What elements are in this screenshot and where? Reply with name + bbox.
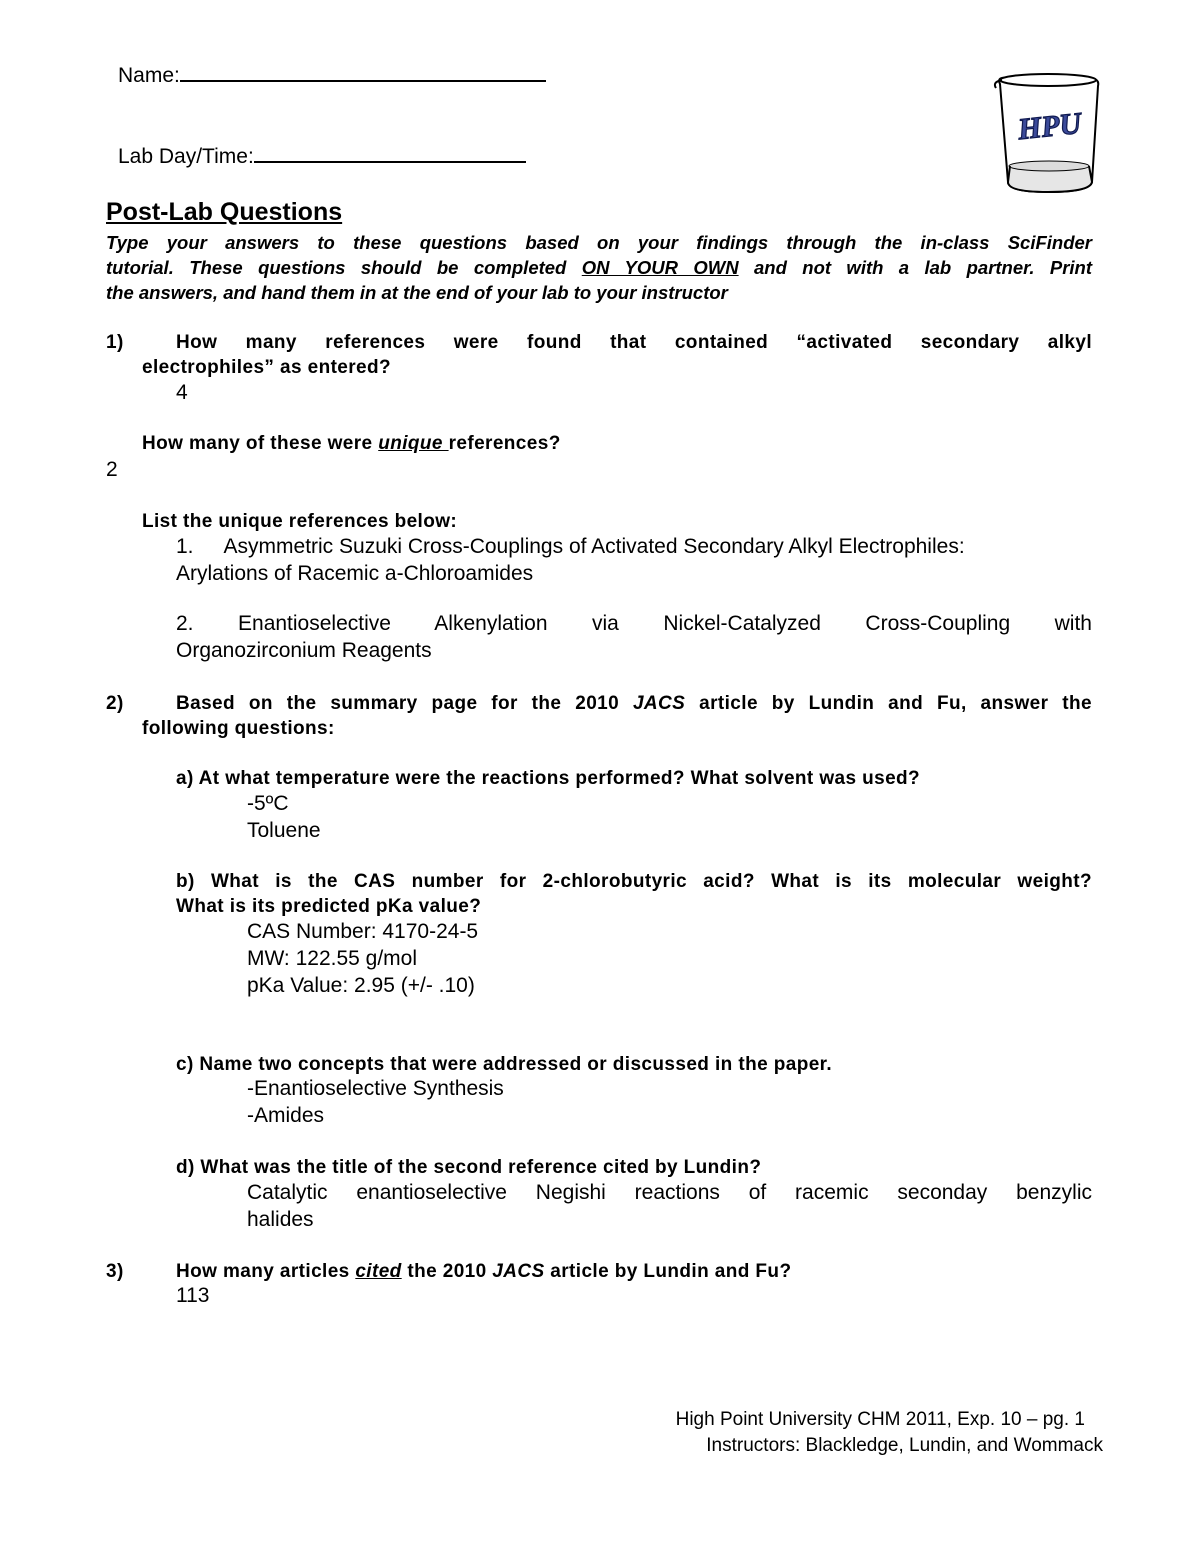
q3-number: 3) (106, 1261, 124, 1282)
q2d-answer-line2: halides (247, 1208, 314, 1231)
reference-2-line1: 2. Enantioselective Alkenylation via Nickel-Catalyzed Cross-Coupling with (176, 612, 1092, 635)
q2b-question-line1: b) What is the CAS number for 2-chlorobutyric acid? What is its molecular weight? (176, 871, 1092, 892)
q2b-answer (247, 918, 478, 999)
reference-2-line2: Organozirconium Reagents (176, 639, 432, 662)
q1-text-line1: How many references were found that contained “activated secondary alkyl (176, 332, 1092, 353)
q2b-answer-cas: CAS Number: 4170-24-5 (247, 920, 479, 943)
reference-1-line2: Arylations of Racemic a-Chloroamides (176, 562, 534, 585)
footer-instructors-line: Instructors: Blackledge, Lundin, and Wommack (706, 1435, 1103, 1456)
q2b-answer-mw: MW: 122.55 g/mol (247, 947, 418, 970)
labday-label: Lab Day/Time: (118, 145, 254, 168)
q2-text-line1: Based on the summary page for the 2010 JACS article by Lundin and Fu, answer the (176, 693, 1093, 714)
name-field (118, 64, 546, 88)
page-title: Post-Lab Questions (106, 198, 343, 226)
name-label: Name: (118, 64, 180, 87)
reference-2 (176, 610, 1092, 664)
name-blank (180, 78, 546, 82)
emphasis-cited: cited (355, 1261, 402, 1282)
q1-list-label: List the unique references below: (142, 511, 458, 532)
q2a-answer (247, 790, 321, 844)
q1-answer: 4 (176, 381, 188, 404)
q2a-answer-solvent: Toluene (247, 819, 321, 842)
q2c-answer-1: -Enantioselective Synthesis (247, 1077, 504, 1100)
instructions-line1: Type your answers to these questions based on your findings through the in-class SciFinder (106, 232, 1092, 253)
reference-1 (176, 533, 1092, 587)
q1-text-line2: electrophiles” as entered? (142, 357, 392, 378)
q3-question: How many articles cited the 2010 JACS article by Lundin and Fu? (176, 1261, 792, 1282)
labday-field (118, 145, 526, 169)
instructions (106, 230, 1092, 305)
q2b-answer-pka: pKa Value: 2.95 (+/- .10) (247, 974, 475, 997)
q2d-answer-line1: Catalytic enantioselective Negishi reactions of racemic seconday benzylic (247, 1181, 1092, 1204)
q1-number: 1) (106, 332, 124, 353)
q2d-question: d) What was the title of the second reference cited by Lundin? (176, 1157, 762, 1178)
emphasis-on-your-own: ON YOUR OWN (581, 257, 739, 278)
footer (676, 1407, 1103, 1459)
q2-number: 2) (106, 693, 124, 714)
q3-answer: 113 (176, 1284, 210, 1307)
emphasis-unique: unique (378, 433, 449, 454)
hpu-logo-text: HPU (1016, 106, 1083, 147)
q2c-answer-2: -Amides (247, 1104, 325, 1127)
instructions-line2: tutorial. These questions should be completed ON YOUR OWN and not with a lab partner. Print (106, 257, 1092, 278)
journal-jacs: JACS (632, 693, 686, 714)
q2a-answer-temperature: -5ºC (247, 792, 289, 815)
reference-1-number: 1. (176, 535, 194, 558)
q2c-answer (247, 1075, 504, 1129)
footer-course-line: High Point University CHM 2011, Exp. 10 – pg. 1 (675, 1409, 1085, 1430)
q1-unique-question: How many of these were unique references? (142, 433, 561, 454)
labday-blank (254, 159, 526, 163)
q2b-question-line2: What is its predicted pKa value? (176, 896, 482, 917)
reference-1-line1: Asymmetric Suzuki Cross-Couplings of Activated Secondary Alkyl Electrophiles: (223, 535, 965, 558)
instructions-line3: the answers, and hand them in at the end of your lab to your instructor (106, 282, 728, 303)
journal-jacs-q3: JACS (492, 1261, 545, 1282)
q2d-answer (247, 1179, 1092, 1233)
q2-text-line2: following questions: (142, 718, 335, 739)
hpu-beaker-logo (988, 70, 1128, 200)
q2a-question: a) At what temperature were the reactions performed? What solvent was used? (176, 768, 921, 789)
q2c-question: c) Name two concepts that were addressed or discussed in the paper. (176, 1054, 833, 1075)
q1-unique-answer: 2 (106, 458, 118, 481)
